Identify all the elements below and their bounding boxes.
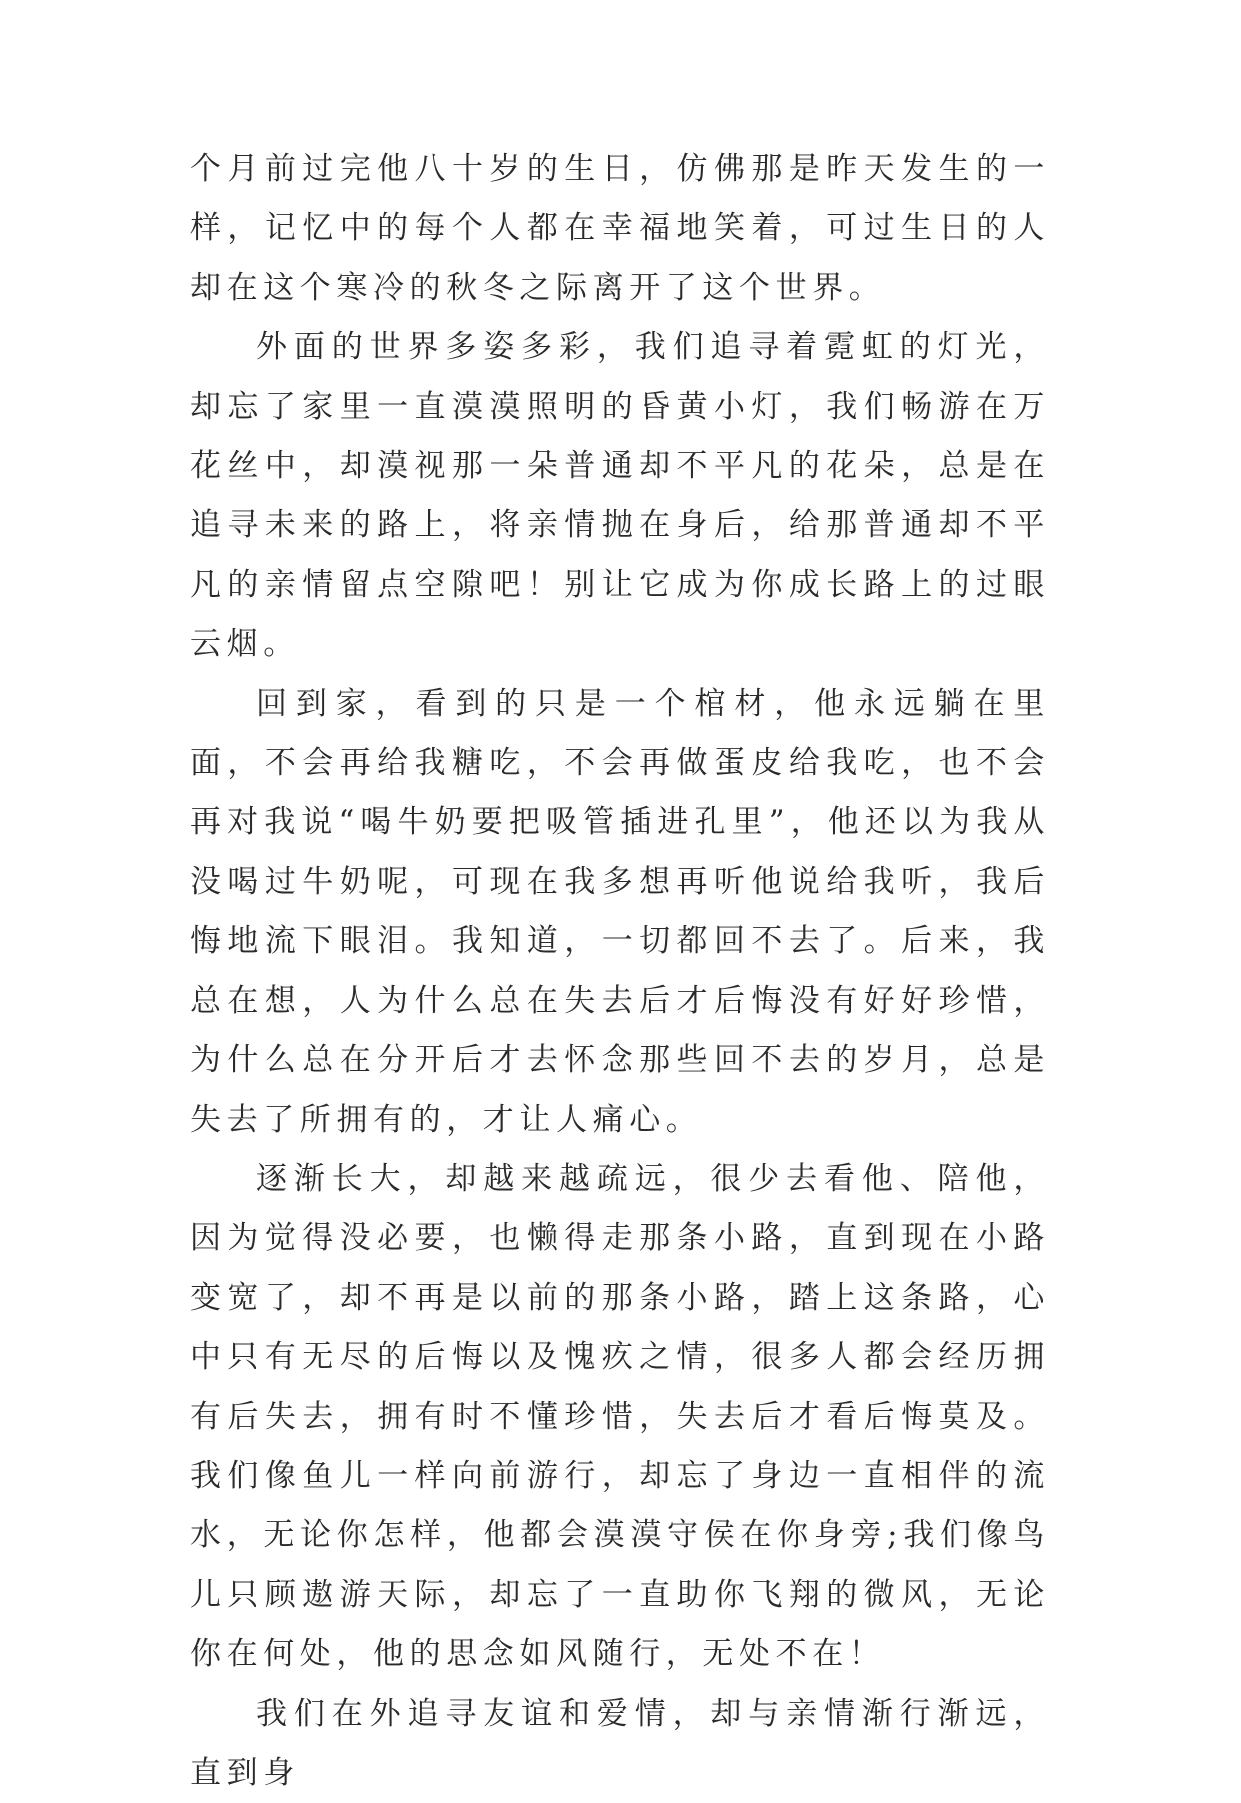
body-text xyxy=(190,140,1050,1803)
paragraph-1: 个月前过完他八十岁的生日，仿佛那是昨天发生的一样，记忆中的每个人都在幸福地笑着，可过生日的人却在这个寒冷的秋冬之际离开了这个世界。 xyxy=(190,151,1050,306)
paragraph-2: 外面的世界多姿多彩，我们追寻着霓虹的灯光，却忘了家里一直漠漠照明的昏黄小灯，我们畅游在万花丝中，却漠视那一朵普通却不平凡的花朵，总是在追寻未来的路上，将亲情抛在身后，给那普通却不平凡的亲情留点空隙吧！别让它成为你成长路上的过眼云烟。 xyxy=(190,329,1050,663)
paragraph-5: 我们在外追寻友谊和爱情，却与亲情渐行渐远，直到身 xyxy=(190,1695,1050,1791)
paragraph-4: 逐渐长大，却越来越疏远，很少去看他、陪他，因为觉得没必要，也懒得走那条小路，直到现在小路变宽了，却不再是以前的那条小路，踏上这条路，心中只有无尽的后悔以及愧疚之情，很多人都会经历拥有后失去，拥有时不懂珍惜，失去后才看后悔莫及。我们像鱼儿一样向前游行，却忘了身边一直相伴的流水，无论你怎样，他都会漠漠守侯在你身旁;我们像鸟儿只顾遨游天际，却忘了一直助你飞翔的微风，无论你在何处，他的思念如风随行，无处不在！ xyxy=(190,1160,1050,1673)
paragraph-3: 回到家，看到的只是一个棺材，他永远躺在里面，不会再给我糖吃，不会再做蛋皮给我吃，也不会再对我说“喝牛奶要把吸管插进孔里”，他还以为我从没喝过牛奶呢，可现在我多想再听他说给我听，我后悔地流下眼泪。我知道，一切都回不去了。后来，我总在想，人为什么总在失去后才后悔没有好好珍惜，为什么总在分开后才去怀念那些回不去的岁月，总是失去了所拥有的，才让人痛心。 xyxy=(190,685,1050,1138)
